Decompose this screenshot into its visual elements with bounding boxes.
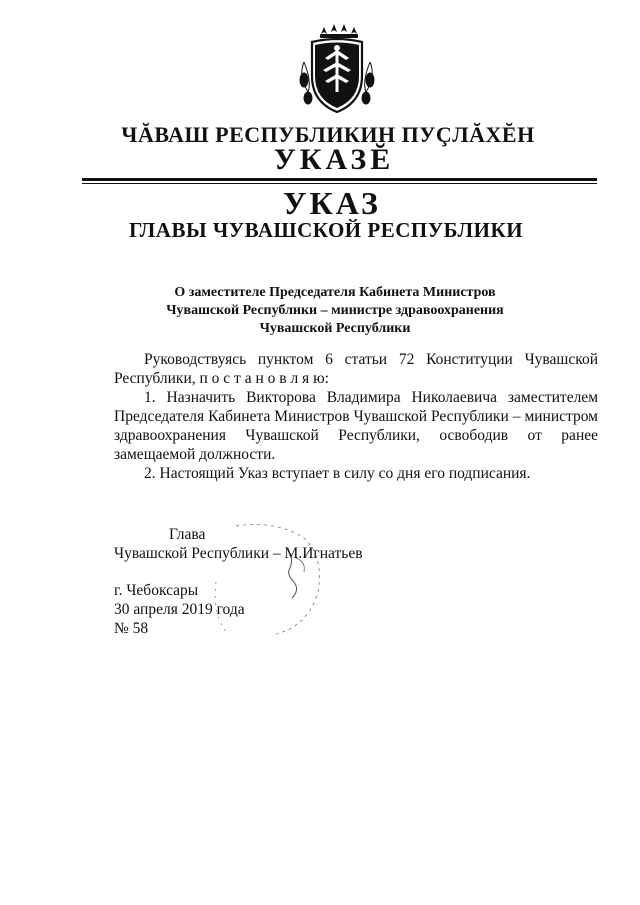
decree-title <box>100 284 570 338</box>
signatory-position: Глава <box>169 526 206 543</box>
decree-title-line: О заместителе Председателя Кабинета Министров <box>174 285 496 300</box>
decree-date: 30 апреля 2019 года <box>114 601 245 618</box>
signatory-name: Чувашской Республики – М.Игнатьев <box>114 545 363 562</box>
header-chuvash-decree: УКАЗĔ <box>273 143 395 176</box>
decree-title-line: Чувашской Республики <box>259 321 411 336</box>
decree-title-line: Чувашской Республики – министре здравоохранения <box>166 303 504 318</box>
decree-number: № 58 <box>114 620 149 637</box>
header-divider-thin <box>82 183 597 184</box>
header-issuer: ГЛАВЫ ЧУВАШСКОЙ РЕСПУБЛИКИ <box>128 218 524 242</box>
decree-body <box>114 350 598 483</box>
header-decree: УКАЗ <box>283 185 381 221</box>
body-paragraph-preamble: Руководствуясь пунктом 6 статьи 72 Конституции Чувашской Республики, п о с т а н о в л я ю: <box>114 351 598 387</box>
header-divider-thick <box>82 178 597 181</box>
signature-stamp-icon <box>196 522 336 642</box>
decree-city: г. Чебоксары <box>114 582 199 599</box>
body-paragraph-item-2: 2. Настоящий Указ вступает в силу со дня его подписания. <box>144 465 531 482</box>
header-chuvash-title: ЧĂВАШ РЕСПУБЛИКИН ПУÇЛĂХĔН <box>121 122 535 147</box>
chuvash-emblem-icon <box>296 22 378 118</box>
body-paragraph-item-1: 1. Назначить Викторова Владимира Николаевича заместителем Председателя Кабинета Министров Чувашской Республики – министром здравоохранения Чувашской Республики, освободив от ранее замещаемой должности. <box>114 389 598 463</box>
